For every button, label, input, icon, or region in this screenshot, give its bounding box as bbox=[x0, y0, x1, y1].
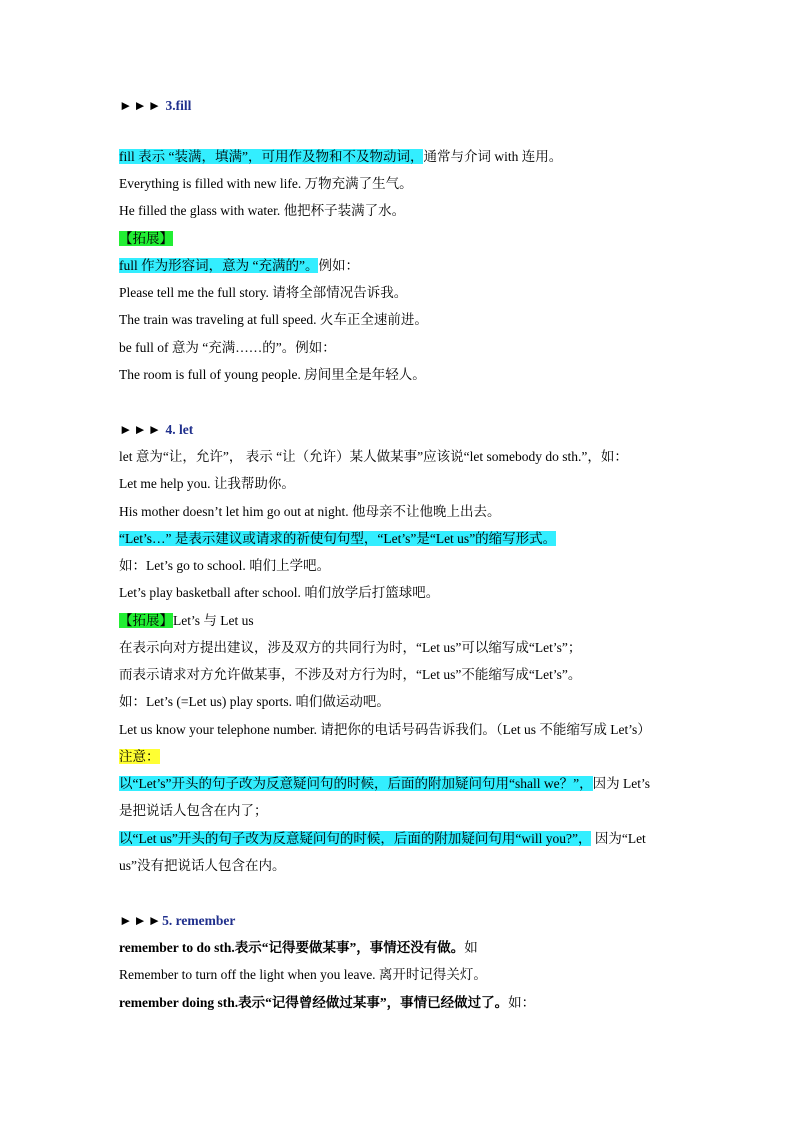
s5-line-1-bold: remember to do sth.表示“记得要做某事”，事情还没有做。 bbox=[119, 940, 465, 955]
s4-note bbox=[119, 747, 160, 767]
s4-line-15-rest: 因为“Let bbox=[591, 831, 646, 846]
s3-line-5-highlight: full 作为形容词，意为 “充满的”。 bbox=[119, 258, 319, 273]
s4-line-13-rest: 因为 Let’s bbox=[592, 776, 650, 791]
s3-line-8: be full of 意为 “充满……的”。例如： bbox=[119, 340, 336, 355]
section-3-heading bbox=[119, 96, 191, 116]
s5-line-3-rest: 如： bbox=[508, 995, 536, 1010]
s4-line-7-rest: Let’s 与 Let us bbox=[173, 613, 254, 628]
s4-line-7 bbox=[119, 611, 254, 631]
s3-line-3: He filled the glass with water. 他把杯子装满了水。 bbox=[119, 203, 406, 218]
triangle-bullets-icon: ►►► bbox=[119, 422, 163, 437]
s4-line-11: Let us know your telephone number. 请把你的电话号码告诉我们。（Let us 不能缩写成 Let’s） bbox=[119, 722, 651, 737]
s5-line-3 bbox=[119, 993, 535, 1013]
expand-tag-label: 【拓展】 bbox=[119, 231, 173, 246]
s3-expand-tag bbox=[119, 229, 173, 249]
s4-line-5: 如：Let’s go to school. 咱们上学吧。 bbox=[119, 558, 331, 573]
s3-line-1 bbox=[119, 147, 562, 167]
s4-line-4 bbox=[119, 529, 556, 549]
triangle-bullets-icon: ►►► bbox=[119, 913, 163, 928]
section-4-heading bbox=[119, 420, 193, 440]
s4-line-10: 如：Let’s (=Let us) play sports. 咱们做运动吧。 bbox=[119, 694, 390, 709]
s4-line-4-highlight: “Let’s…” 是表示建议或请求的祈使句句型，“Let’s”是“Let us”的缩写形式。 bbox=[119, 531, 557, 546]
s4-line-15 bbox=[119, 829, 646, 849]
section-5-heading bbox=[119, 911, 235, 931]
s5-line-2: Remember to turn off the light when you leave. 离开时记得关灯。 bbox=[119, 967, 487, 982]
s4-line-6: Let’s play basketball after school. 咱们放学后打篮球吧。 bbox=[119, 585, 440, 600]
s4-line-15-highlight: 以“Let us”开头的句子改为反意疑问句的时候，后面的附加疑问句用“will you?”， bbox=[119, 831, 592, 846]
s4-line-3: His mother doesn’t let him go out at night. 他母亲不让他晚上出去。 bbox=[119, 504, 501, 519]
s4-line-2: Let me help you. 让我帮助你。 bbox=[119, 476, 295, 491]
expand-tag-label: 【拓展】 bbox=[119, 613, 173, 628]
s3-line-6: Please tell me the full story. 请将全部情况告诉我。 bbox=[119, 285, 408, 300]
s3-line-1-rest: 通常与介词 with 连用。 bbox=[423, 149, 563, 164]
s3-line-5-rest: 例如： bbox=[318, 258, 359, 273]
s4-line-9: 而表示请求对方允许做某事，不涉及对方行为时，“Let us”不能缩写成“Let’s”。 bbox=[119, 667, 582, 682]
s3-line-1-highlight: fill 表示 “装满，填满”，可用作及物和不及物动词， bbox=[119, 149, 424, 164]
s5-line-3-bold: remember doing sth.表示“记得曾经做过某事”，事情已经做过了。 bbox=[119, 995, 509, 1010]
s3-line-2: Everything is filled with new life. 万物充满了生气。 bbox=[119, 176, 413, 191]
s3-line-5 bbox=[119, 256, 359, 276]
s5-line-1 bbox=[119, 938, 478, 958]
s4-line-14: 是把说话人包含在内了； bbox=[119, 803, 268, 818]
s3-line-7: The train was traveling at full speed. 火车正全速前进。 bbox=[119, 312, 428, 327]
note-label: 注意： bbox=[119, 749, 160, 764]
s4-line-13 bbox=[119, 774, 650, 794]
s5-line-1-rest: 如 bbox=[464, 940, 478, 955]
s3-line-9: The room is full of young people. 房间里全是年轻人。 bbox=[119, 367, 426, 382]
section-4-title: 4. let bbox=[165, 422, 194, 437]
s4-line-13-highlight: 以“Let’s”开头的句子改为反意疑问句的时候，后面的附加疑问句用“shall we？”， bbox=[119, 776, 593, 791]
section-5-title: 5. remember bbox=[162, 913, 236, 928]
triangle-bullets-icon: ►►► bbox=[119, 98, 163, 113]
s4-line-1: let 意为“让，允许”， 表示 “让（允许）某人做某事”应该说“let somebody do sth.”，如： bbox=[119, 449, 628, 464]
section-3-title: 3.fill bbox=[165, 98, 192, 113]
s4-line-8: 在表示向对方提出建议，涉及双方的共同行为时，“Let us”可以缩写成“Let’s”； bbox=[119, 640, 582, 655]
s4-line-16: us”没有把说话人包含在内。 bbox=[119, 858, 286, 873]
